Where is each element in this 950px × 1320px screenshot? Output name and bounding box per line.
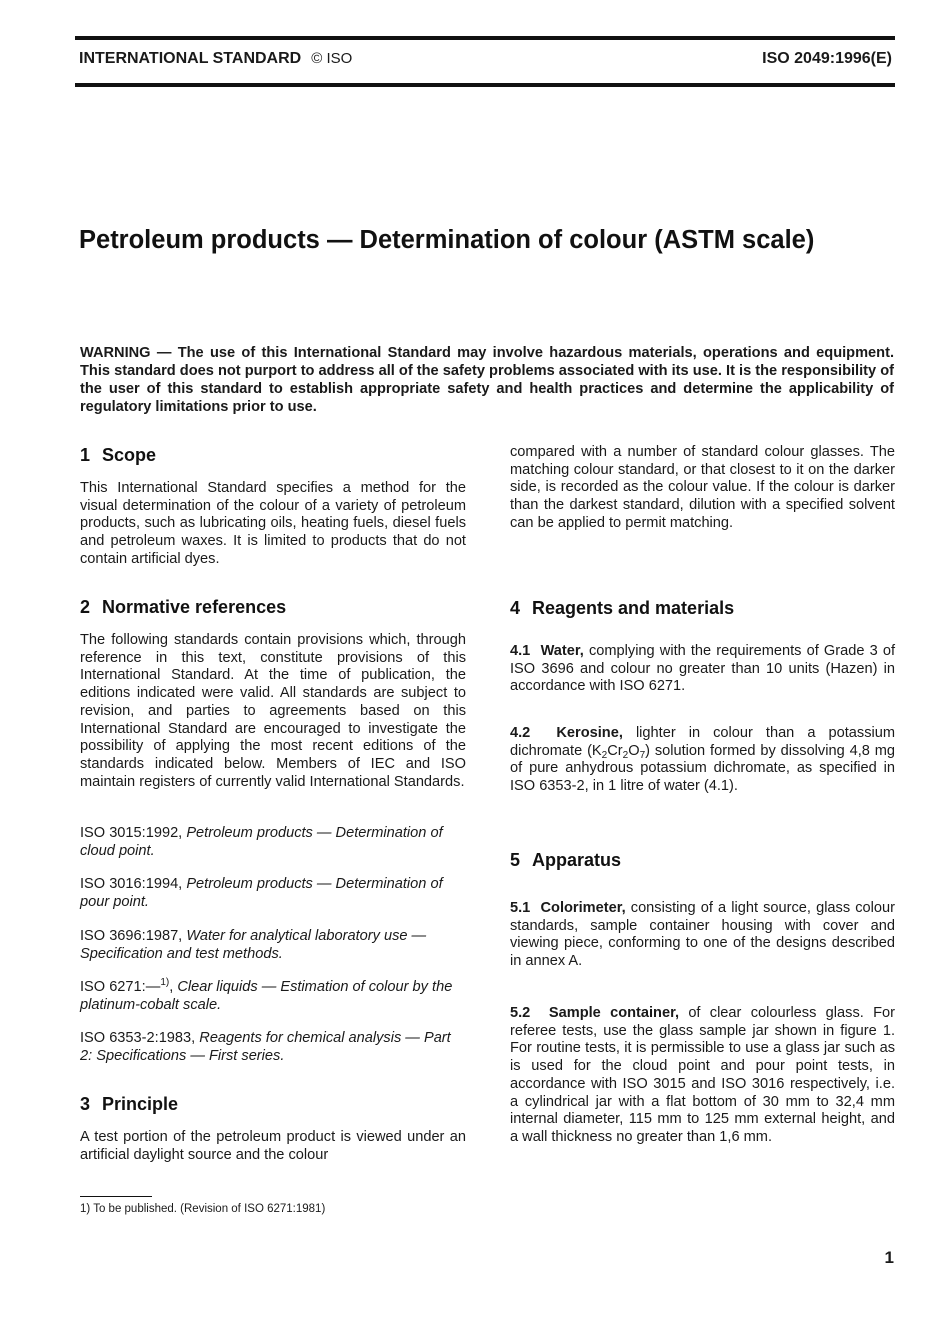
section-1-heading (80, 445, 156, 466)
warning-paragraph: WARNING — The use of this International Standard may involve hazardous materials, operations and equipment. This standard does not purport to address all of the safety problems associated with its use. It is the responsibility of the user of this standard to establish appropriate safety and health practices and determine the applicability of regulatory limitations prior to use. (80, 345, 894, 415)
page-number: 1 (884, 1248, 894, 1267)
clause-5-2 (510, 1005, 895, 1147)
subscript: 2 (601, 749, 608, 761)
clause-lead: Water, (540, 643, 584, 659)
header-copyright: © ISO (311, 50, 353, 67)
reference-item (80, 825, 466, 860)
clause-number: 4.2 (510, 725, 531, 741)
clause-text: of clear colourless glass. For referee tests, use the glass sample jar shown in figure 1. For routine tests, it is permissible to use a glass jar such as is used for the cloud point and pour point tests, in accordance with ISO 3015 and ISO 3016 respectively, i.e. a cylindrical jar with a flat bottom of 30 mm to 32,4 mm internal diameter, 115 mm to 125 mm external height, and a wall thickness no greater than 1,6 mm. (510, 1005, 895, 1145)
section-4-heading (510, 598, 734, 619)
reference-code: ISO 6271:— (80, 979, 161, 995)
section-5-heading (510, 850, 621, 871)
clause-text: consisting of a light source, glass colour standards, sample container housing with cover and viewing piece, conforming to one of the designs described in annex A. (510, 900, 895, 970)
footnote-rule (80, 1196, 152, 1197)
clause-5-1 (510, 900, 895, 971)
section-3-heading (80, 1094, 178, 1115)
clause-text: O (628, 742, 640, 759)
normative-text: The following standards contain provisions which, through reference in this text, constitute provisions of this International Standard. At the time of publication, the editions indicated were valid. All standards are subject to revision, and parties to agreements based on this International Standard are encouraged to investigate the possibility of applying the most recent editions of the standards indicated below. Members of IEC and ISO maintain registers of currently valid International Standards. (80, 632, 466, 790)
section-2-heading (80, 597, 286, 618)
reference-code: ISO 3696:1987, (80, 928, 183, 944)
principle-text-left: A test portion of the petroleum product is viewed under an artificial daylight source and the colour (80, 1129, 466, 1163)
reference-title: Clear liquids — Estimation of colour by the platinum-cobalt scale. (80, 979, 453, 1013)
section-title: Principle (102, 1094, 179, 1114)
clause-text: Cr (607, 742, 623, 759)
clause-number: 4.1 (510, 643, 531, 659)
reference-item (80, 876, 466, 911)
clause-text: lighter in colour than a potassium dichromate (K (510, 725, 896, 759)
reference-title: Petroleum products — Determination of cloud point. (80, 825, 443, 859)
reference-item (80, 1030, 466, 1065)
reference-title: Reagents for chemical analysis — Part 2: Specifications — First series. (80, 1030, 451, 1064)
header-standard-label (79, 50, 352, 68)
clause-lead: Kerosine, (556, 725, 623, 741)
subscript: 2 (622, 749, 629, 761)
section-number: 1 (80, 445, 91, 465)
section-number: 4 (510, 598, 521, 618)
section-title: Apparatus (532, 850, 622, 870)
reference-item (80, 979, 466, 1014)
page-title: Petroleum products — Determination of colour (ASTM scale) (79, 226, 815, 254)
clause-number: 5.2 (510, 1005, 531, 1021)
footnote: 1) To be published. (Revision of ISO 6271:1981) (80, 1203, 326, 1215)
subscript: 7 (639, 749, 646, 761)
clause-number: 5.1 (510, 900, 531, 916)
reference-title: Water for analytical laboratory use — Specification and test methods. (80, 928, 427, 962)
reference-item (80, 928, 466, 963)
clause-lead: Colorimeter, (540, 900, 626, 916)
clause-text: ) solution formed by dissolving 4,8 mg of pure anhydrous potassium dichromate, as specified in ISO 6353-2, in 1 litre of water (4.1). (510, 742, 896, 795)
section-title: Normative references (102, 597, 287, 617)
reference-separator: , (169, 979, 174, 995)
clause-4-2 (510, 725, 895, 796)
reference-code: ISO 6353-2:1983, (80, 1030, 196, 1046)
principle-text-right: compared with a number of standard colour glasses. The matching colour standard, or that closest to it on the darker side, is recorded as the colour value. If the colour is darker than the darkest standard, dilution with a specified solvent can be applied to permit matching. (510, 444, 895, 531)
header-type: INTERNATIONAL STANDARD (79, 50, 302, 67)
header-rule-top (75, 36, 895, 40)
footnote-marker: 1) (160, 977, 170, 988)
section-number: 5 (510, 850, 521, 870)
reference-code: ISO 3015:1992, (80, 825, 183, 841)
clause-text: complying with the requirements of Grade 3 of ISO 3696 and colour no greater than 10 units (Hazen) in accordance with ISO 6271. (510, 643, 896, 695)
header-document-id: ISO 2049:1996(E) (762, 50, 892, 67)
scope-text: This International Standard specifies a method for the visual determination of the colour of a variety of petroleum products, such as lubricating oils, heating fuels, diesel fuels and petroleum waxes. It is limited to products that do not contain artificial dyes. (80, 480, 466, 567)
clause-4-1 (510, 643, 895, 696)
reference-code: ISO 3016:1994, (80, 876, 183, 892)
section-title: Scope (102, 445, 157, 465)
section-number: 3 (80, 1094, 91, 1114)
section-title: Reagents and materials (532, 598, 735, 618)
header-rule-bottom (75, 83, 895, 87)
reference-title: Petroleum products — Determination of pour point. (80, 876, 443, 910)
clause-lead: Sample container, (548, 1005, 680, 1021)
section-number: 2 (80, 597, 91, 617)
